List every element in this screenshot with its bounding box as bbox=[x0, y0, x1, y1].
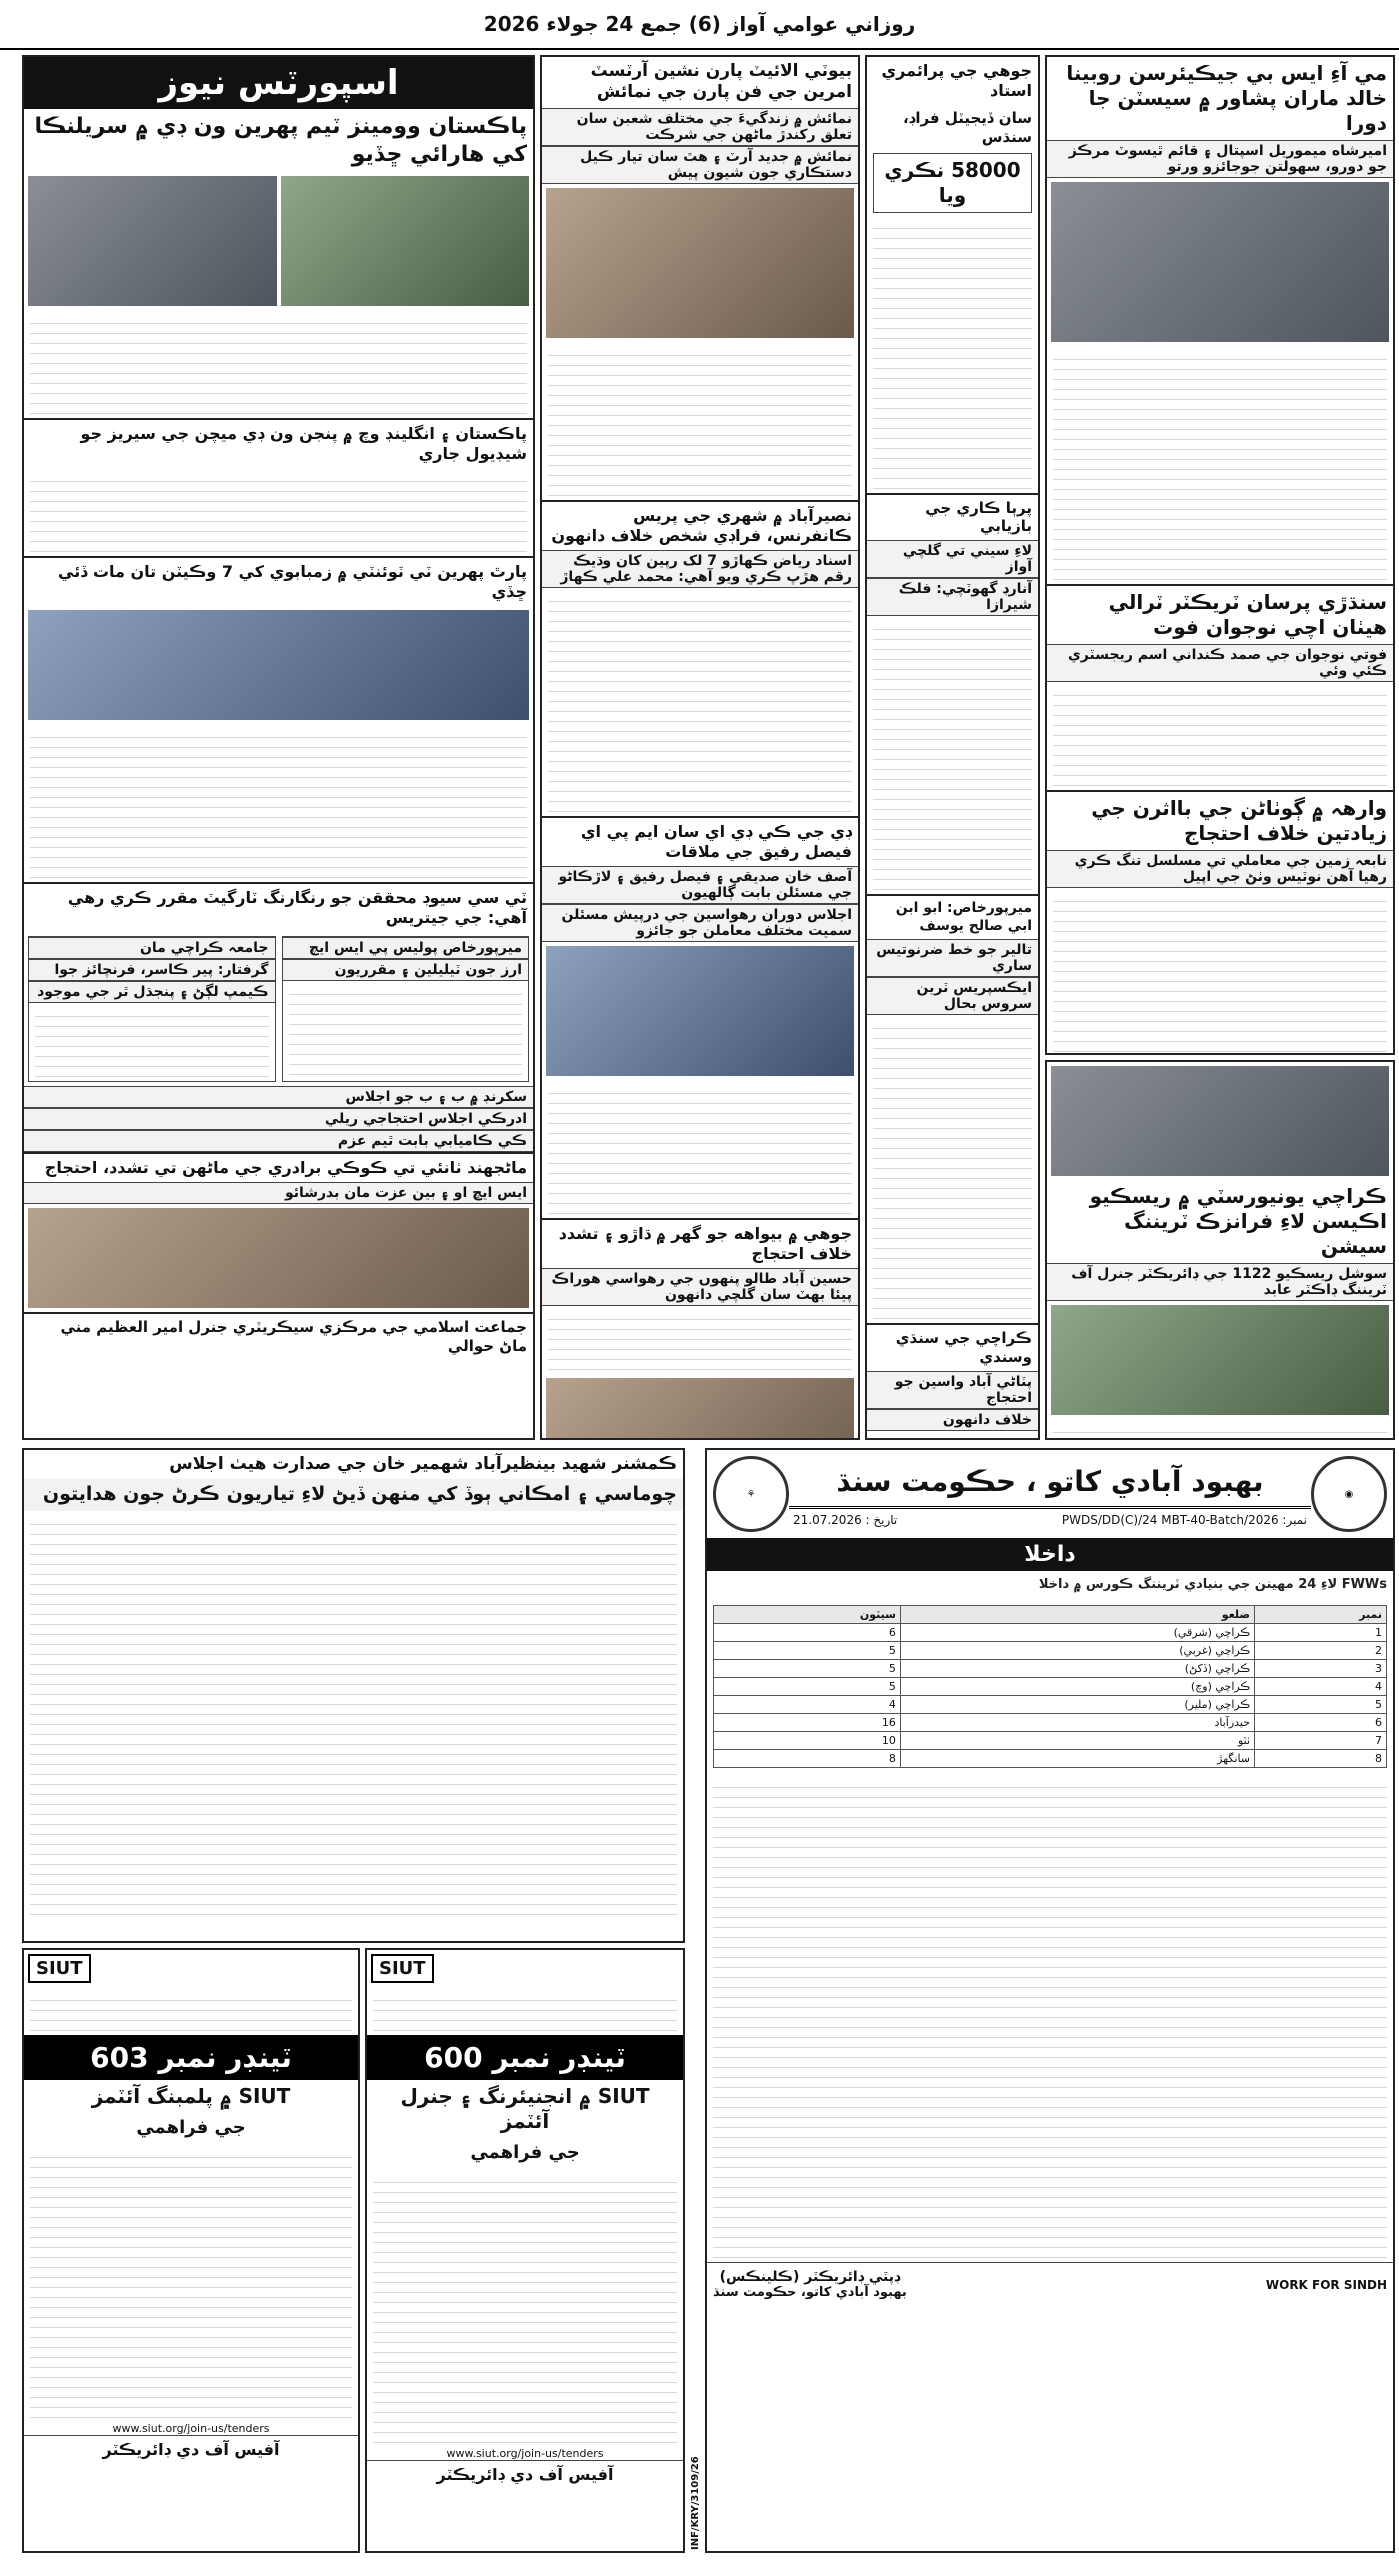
col1-photo-1 bbox=[1051, 182, 1389, 342]
col4-box-b bbox=[282, 936, 530, 1082]
tender1-org-logo: SIUT bbox=[371, 1954, 434, 1983]
govt-seal-icon: ◉ bbox=[1311, 1456, 1387, 1532]
table-row: 2 ڪراچي (غربي) 5 bbox=[714, 1642, 1387, 1660]
tender2-web[interactable]: www.siut.org/join-us/tenders bbox=[112, 2421, 270, 2435]
col3-headline-a: بيوٽي الائيٽ پارن نشين آرٽسٽ امرين جي فن پارن جي نمائش bbox=[590, 61, 852, 103]
col3-body-3 bbox=[542, 1080, 858, 1218]
ad-intro: FWWs لاءِ 24 مهينن جي بنيادي ٽريننگ ڪورس ۾ داخلا bbox=[1038, 1577, 1387, 1592]
col2-story-b-sub2: آنارڊ گهوٽچي: فلڪ شيرازا bbox=[867, 578, 1038, 616]
ad-title: بهبود آبادي کاتو ، حڪومت سنڌ bbox=[789, 1457, 1311, 1509]
col1-body-1 bbox=[1047, 346, 1393, 584]
tender1-title: ٽينڊر نمبر 600 bbox=[367, 2035, 683, 2080]
col2-headline-a2: سان ڏيجيٽل فراڊ، سنڌس bbox=[902, 109, 1032, 146]
col4-headline-f: جماعت اسلامي جي مرڪزي سيڪريٽري جنرل امير العظيم مني ماڻ حوالي bbox=[24, 1312, 533, 1360]
masthead: روزاني عوامي آواز (6) جمع 24 جولاء 2026 bbox=[0, 0, 1399, 50]
tender1-body bbox=[367, 2169, 683, 2447]
col2-story-b-headline: پرٻا ڪاري جي بازيابي bbox=[867, 493, 1038, 541]
column-1 bbox=[1045, 55, 1395, 1055]
col3-sub-d: حسين آباد طالو پنهوں جي رهواسي هوراڪ پيئا بهٽ سان گلچي دانهون bbox=[542, 1268, 858, 1306]
col1-story2-sub: فوتي نوجوان جي صمد ڪنداني اسم ريجسٽري ڪئي وئي bbox=[1047, 644, 1393, 682]
tender2-subtitle2: جي فراهمي bbox=[136, 2117, 246, 2138]
table-row: 3 ڪراچي (ڏکڻ) 5 bbox=[714, 1660, 1387, 1678]
table-header-no: نمبر bbox=[1255, 1606, 1387, 1624]
lower-left-body bbox=[24, 1511, 683, 1919]
col3-headline-c: ڊي جي ڪي ڊي اي سان ايم پي اي فيصل رفيق جي ملاقات bbox=[542, 816, 858, 866]
table-row: 5 ڪراچي (ملير) 4 bbox=[714, 1696, 1387, 1714]
ad-footer-logo: WORK FOR SINDH bbox=[1265, 2277, 1387, 2292]
col2-body-4 bbox=[867, 1431, 1038, 1441]
col4-headline-b: پاڪستان ۽ انگلينڊ وچ ۾ پنجن ون ڊي ميچن جي سيريز جو شيڊيول جاري bbox=[24, 418, 533, 468]
col3-sub-b: اسناد رياض ڪهاڙو 7 لک رپين کان وڌيڪ رقم هڙپ ڪري ويو آهي: محمد علي ڪهاڙ bbox=[542, 550, 858, 588]
lower-left-news bbox=[22, 1448, 685, 1943]
col4-box-a-sub: گرفتار: پير ڪاسر، فرنچائز جوا bbox=[29, 959, 275, 981]
col2-story-d-headline: ڪراچي جي سنڌي وسندي bbox=[867, 1323, 1038, 1371]
ad-conditions bbox=[707, 1774, 1393, 2262]
sports-title: اسپورٽس نيوز bbox=[24, 57, 533, 109]
col3-sub-a: نمائش ۾ زندگيءَ جي مختلف شعبن سان تعلق رکندڙ ماڻهن جي شرڪت bbox=[542, 108, 858, 146]
col4-photo-2 bbox=[28, 176, 277, 306]
table-row: 4 ڪراچي (وچ) 5 bbox=[714, 1678, 1387, 1696]
col4-headline-a: پاڪستان وومينز ٽيم پهرين ون ڊي ۾ سريلنڪا کي هارائي ڇڏيو bbox=[34, 114, 527, 167]
table-header-district: ضلعو bbox=[900, 1606, 1254, 1624]
table-row: 1 ڪراچي (شرقي) 6 bbox=[714, 1624, 1387, 1642]
tender2-title: ٽينڊر نمبر 603 bbox=[24, 2035, 358, 2080]
col2-story-c-sub2: ايڪسپريس ٽرين سروس بحال bbox=[867, 977, 1038, 1015]
col2-story-c-headline: ميرپورخاص: ابو ابن ابي صالح يوسف bbox=[867, 894, 1038, 939]
tender2-preamble bbox=[24, 1987, 358, 2035]
col4-box-a-title: جامعہ ڪراچي مان bbox=[29, 937, 275, 959]
tender-600 bbox=[365, 1948, 685, 2553]
tender1-footer: آفيس آف دي ڊائريڪٽر bbox=[367, 2460, 683, 2489]
col4-box-a bbox=[28, 936, 276, 1082]
ad-side-code: INF/KRY/3109/26 bbox=[690, 2456, 701, 2550]
ad-ref: نمبر: PWDS/DD(C)/24 MBT-40-Batch/2026 bbox=[1061, 1513, 1307, 1527]
col3-sub-c2: اجلاس دوران رهواسين جي درپيش مسئلن سميت مختلف معاملن جو جائزو bbox=[542, 904, 858, 942]
col3-photo-2 bbox=[546, 946, 854, 1076]
column-1-lower bbox=[1045, 1060, 1395, 1440]
col3-photo-1 bbox=[546, 188, 854, 338]
col4-headline-e: ماڻجهند ٺانئي تي ڪوڪي برادري جي ماڻهن تي تشدد، احتجاج bbox=[24, 1152, 533, 1182]
col3-body-1 bbox=[542, 342, 858, 500]
col4-photo-3 bbox=[28, 610, 529, 720]
tender1-web[interactable]: www.siut.org/join-us/tenders bbox=[446, 2446, 604, 2460]
col2-body-3 bbox=[867, 1015, 1038, 1323]
col3-headline-e: ڪمشنر شهيد بينظيرآباد شهمير خان جي صدارت هيٺ اجلاس bbox=[169, 1454, 677, 1474]
table-row: 8 سانگهڙ 8 bbox=[714, 1750, 1387, 1768]
col1-story4-headline: ڪراچي يونيورسٽي ۾ ريسڪيو اڪيسن لاءِ فرانزڪ ٽريننگ سيشن bbox=[1089, 1184, 1387, 1258]
col1-top-sub: اميرشاه ميموريل اسپتال ۽ قائم ٿيسوٽ مرڪز جو دورو، سهولتن جوجائزو ورتو bbox=[1047, 140, 1393, 178]
col2-body-2 bbox=[867, 616, 1038, 894]
col1-body-3 bbox=[1047, 888, 1393, 1055]
col4-headline-c: پارٿ پهرين ٽي ٽوئنٽي ۾ زمبابوي کي 7 وڪيٽن تان مات ڏئي ڇڏي bbox=[24, 556, 533, 606]
ad-seats-table bbox=[713, 1605, 1387, 1768]
col1-body-4 bbox=[1047, 1419, 1393, 1440]
col3-sub-c: آصف خان صديقي ۽ فيصل رفيق ۽ لاڙڪاڻو جي مسئلن بابت ڳالهيون bbox=[542, 866, 858, 904]
govt-ad bbox=[705, 1448, 1395, 2553]
col1-body-2 bbox=[1047, 682, 1393, 790]
col4-headline-d: ٽي سي سيوڊ محققن جو رنگارنگ ٽارگيٽ مقرر ڪري رهي آهي: جي جيتريس bbox=[24, 882, 533, 932]
tender2-body bbox=[24, 2144, 358, 2422]
population-logo-icon: ⚘ bbox=[713, 1456, 789, 1532]
tender2-org-logo: SIUT bbox=[28, 1954, 91, 1983]
col3-body-4 bbox=[542, 1306, 858, 1374]
col1-story3-sub: نابعہ زمين جي معاملي تي مسلسل تنگ ڪري رهيا آهن نوٽيس وٺڻ جي اپيل bbox=[1047, 850, 1393, 888]
col4-box-b-title: ميرپورخاص پوليس پي ايس ايچ bbox=[283, 937, 529, 959]
col3-body-2 bbox=[542, 588, 858, 816]
col2-body-1 bbox=[867, 215, 1038, 493]
col4-sub-e: ايس ايڇ او ۽ بين عزت مان بدرشائو bbox=[24, 1182, 533, 1204]
col1-photo-2 bbox=[1051, 1066, 1389, 1176]
col3-headline-b: نصيرآباد ۾ شهري جي پريس ڪانفرنس، فراڊي شخص خلاف دانهون bbox=[542, 500, 858, 550]
col1-story3-headline: وارهہ ۾ ڳوٺاڻن جي بااثرن جي زيادتين خلاف احتجاج bbox=[1047, 790, 1393, 850]
table-row: 6 حيدرآباد 16 bbox=[714, 1714, 1387, 1732]
col4-photo-4 bbox=[28, 1208, 529, 1308]
col4-photo-1 bbox=[281, 176, 530, 306]
col3-headline-d: جوهي ۾ بيواهه جو گهر ۾ ڌاڙو ۽ تشدد خلاف احتجاج bbox=[542, 1218, 858, 1268]
col1-story4-sub: سوشل ريسڪيو 1122 جي ڊائريڪٽر جنرل آف ٽريننگ ڊاڪٽر عابد bbox=[1047, 1263, 1393, 1301]
col1-photo-3 bbox=[1051, 1305, 1389, 1415]
col4-box-c-sub: ادرڪي اجلاس احتجاجي ريلي bbox=[24, 1108, 533, 1130]
col2-story-c-sub: تالير جو خط ضرنوتيس ساري bbox=[867, 939, 1038, 977]
col2-story-d-sub2: خلاف دانهون bbox=[867, 1409, 1038, 1431]
tender1-subtitle2: جي فراهمي bbox=[470, 2142, 580, 2163]
col3-sub-a2: نمائش ۾ جديد آرٽ ۽ هٿ سان تيار ڪيل دستڪاري جون شيون پيش bbox=[542, 146, 858, 184]
ad-date: تاريخ : 21.07.2026 bbox=[793, 1513, 898, 1527]
col2-headline-a: جوهي جي پرائمري استاد bbox=[881, 61, 1032, 100]
table-row: 7 ٺٽو 10 bbox=[714, 1732, 1387, 1750]
col4-box-b-sub: ارز جون ٽيليلين ۽ مقرريون bbox=[283, 959, 529, 981]
column-2 bbox=[865, 55, 1040, 1440]
tender2-subtitle: SIUT ۾ پلمبنگ آئٽمز bbox=[91, 2084, 291, 2108]
col2-amount: 58000 نڪري ويا bbox=[873, 153, 1032, 213]
table-header-seats: سيٽون bbox=[714, 1606, 901, 1624]
col4-body-1 bbox=[24, 310, 533, 418]
tender-603 bbox=[22, 1948, 360, 2553]
col4-body-3 bbox=[24, 724, 533, 882]
tender1-preamble bbox=[367, 1987, 683, 2035]
col1-top-headline: مي آءِ ايس بي جيڪيئرسن روبينا خالد ماران پشاور ۾ سيسٽن جا دورا bbox=[1066, 61, 1387, 135]
column-3 bbox=[540, 55, 860, 1440]
col4-box-c-title: سکرنڊ ۾ ب ۽ ب جو اجلاس bbox=[24, 1086, 533, 1108]
tender2-footer: آفيس آف دي ڊائريڪٽر bbox=[24, 2435, 358, 2464]
col4-box-a-sub2: ڪيمپ لڳڻ ۽ پنجڌل ٿر جي موجود bbox=[29, 981, 275, 1003]
col3-headline-e2: چوماسي ۽ امڪاني ٻوڏ کي منهن ڏيڻ لاءِ تياريون ڪرڻ جون هدايتون bbox=[24, 1479, 683, 1511]
ad-footer-sign: ڊپٽي ڊائريڪٽر (ڪلينڪس) bbox=[719, 2269, 901, 2286]
col4-box-c-sub2: ڪي ڪاميابي بابت ٿيم عزم bbox=[24, 1130, 533, 1152]
col3-photo-3 bbox=[546, 1378, 854, 1441]
col4-body-2 bbox=[24, 468, 533, 556]
ad-dakhila: داخلا bbox=[707, 1538, 1393, 1571]
column-4-sports bbox=[22, 55, 535, 1440]
col2-story-d-sub: پٽاڻي آباد واسين جو احتجاج bbox=[867, 1371, 1038, 1409]
ad-footer-sign2: بهبود آبادي کاتو، حڪومت سنڌ bbox=[713, 2285, 907, 2301]
tender1-subtitle: SIUT ۾ انجنيئرنگ ۽ جنرل آئٽمز bbox=[400, 2084, 650, 2133]
col1-story2-headline: سنڌڙي پرسان ٽريڪٽر ٽرالي هيٺان اچي نوجوان فوت bbox=[1047, 584, 1393, 644]
col2-story-b-sub: لاءِ سيني تي گلچي آواز bbox=[867, 540, 1038, 578]
